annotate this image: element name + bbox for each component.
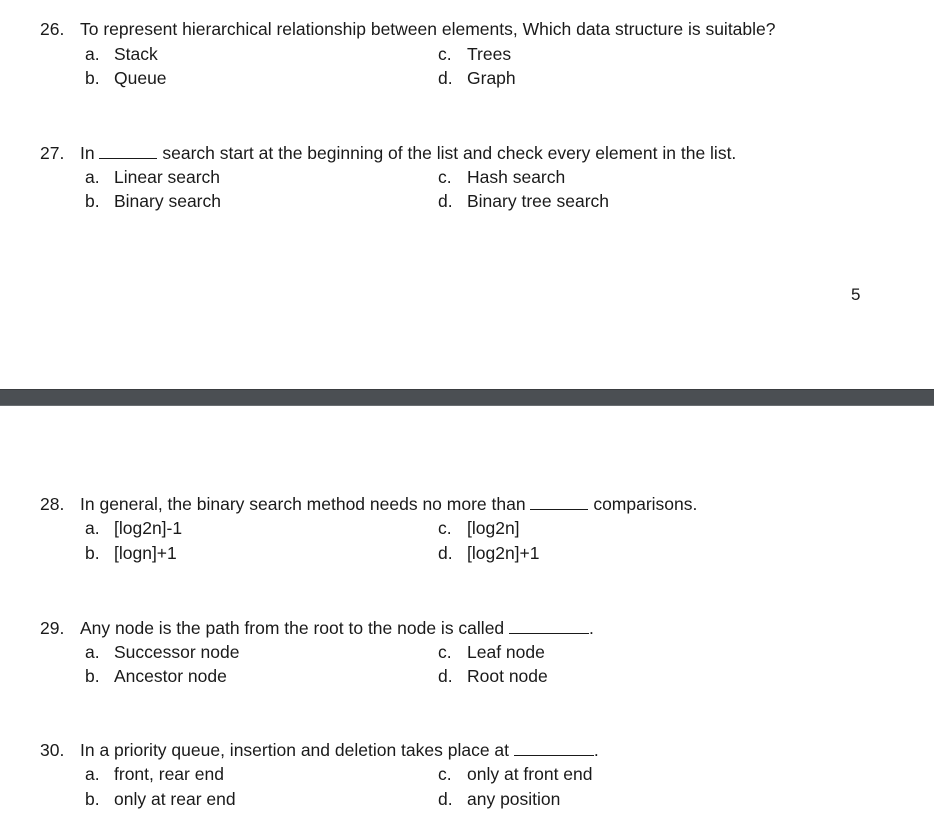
question-number: 28. (40, 494, 65, 514)
option-letter: b. (85, 543, 100, 563)
answer-blank (99, 144, 157, 159)
option-letter: b. (85, 191, 100, 211)
option-text: Stack (114, 44, 158, 64)
option-letter: d. (438, 191, 453, 211)
option-letter: d. (438, 68, 453, 88)
option-text: Binary search (114, 191, 221, 211)
option-letter: c. (438, 44, 452, 64)
option-text: only at front end (467, 764, 593, 784)
option-text: Binary tree search (467, 191, 610, 211)
answer-blank (514, 741, 594, 756)
question-text: To represent hierarchical relationship between elements, Which data structure is suitable? (80, 19, 776, 39)
question-number: 26. (40, 19, 65, 39)
option-text: [logn]+1 (114, 543, 177, 563)
option-text: front, rear end (114, 764, 224, 784)
option-letter: c. (438, 642, 452, 662)
option-text: [log2n] (467, 518, 520, 538)
option-letter: b. (85, 789, 100, 809)
question-number: 29. (40, 618, 65, 638)
option-text: Hash search (467, 167, 566, 187)
page-number: 5 (851, 285, 861, 304)
option-letter: d. (438, 789, 453, 809)
option-letter: d. (438, 666, 453, 686)
question-text-after: search start at the beginning of the list and check every element in the list. (162, 143, 737, 163)
option-text: Leaf node (467, 642, 545, 662)
option-text: Queue (114, 68, 167, 88)
question-text (80, 494, 697, 515)
option-text: Successor node (114, 642, 240, 662)
question-number: 27. (40, 143, 65, 163)
answer-blank (509, 619, 589, 634)
option-letter: a. (85, 764, 100, 784)
question-text-after: comparisons. (593, 494, 698, 514)
page-break-divider (0, 389, 934, 406)
option-letter: a. (85, 518, 100, 538)
option-letter: d. (438, 543, 453, 563)
option-text: only at rear end (114, 789, 236, 809)
option-letter: a. (85, 44, 100, 64)
option-text: Graph (467, 68, 516, 88)
option-letter: c. (438, 764, 452, 784)
option-text: any position (467, 789, 561, 809)
option-text: [log2n]-1 (114, 518, 183, 538)
question-text-after: . (593, 740, 599, 760)
option-letter: b. (85, 666, 100, 686)
option-letter: a. (85, 642, 100, 662)
option-letter: c. (438, 518, 452, 538)
question-number: 30. (40, 740, 65, 760)
option-text: Trees (467, 44, 512, 64)
question-text (80, 740, 599, 761)
question-text-before: Any node is the path from the root to the node is called (80, 618, 505, 638)
question-text (80, 618, 594, 639)
option-letter: a. (85, 167, 100, 187)
option-text: Root node (467, 666, 548, 686)
question-text-before: In a priority queue, insertion and deletion takes place at (80, 740, 510, 760)
option-letter: b. (85, 68, 100, 88)
question-text-before: In (80, 143, 95, 163)
question-text (80, 143, 736, 164)
option-letter: c. (438, 167, 452, 187)
question-text-after: . (589, 618, 594, 638)
option-text: [log2n]+1 (467, 543, 540, 563)
option-text: Linear search (114, 167, 221, 187)
answer-blank (530, 495, 588, 510)
option-text: Ancestor node (114, 666, 227, 686)
question-text-before: In general, the binary search method needs no more than (80, 494, 526, 514)
